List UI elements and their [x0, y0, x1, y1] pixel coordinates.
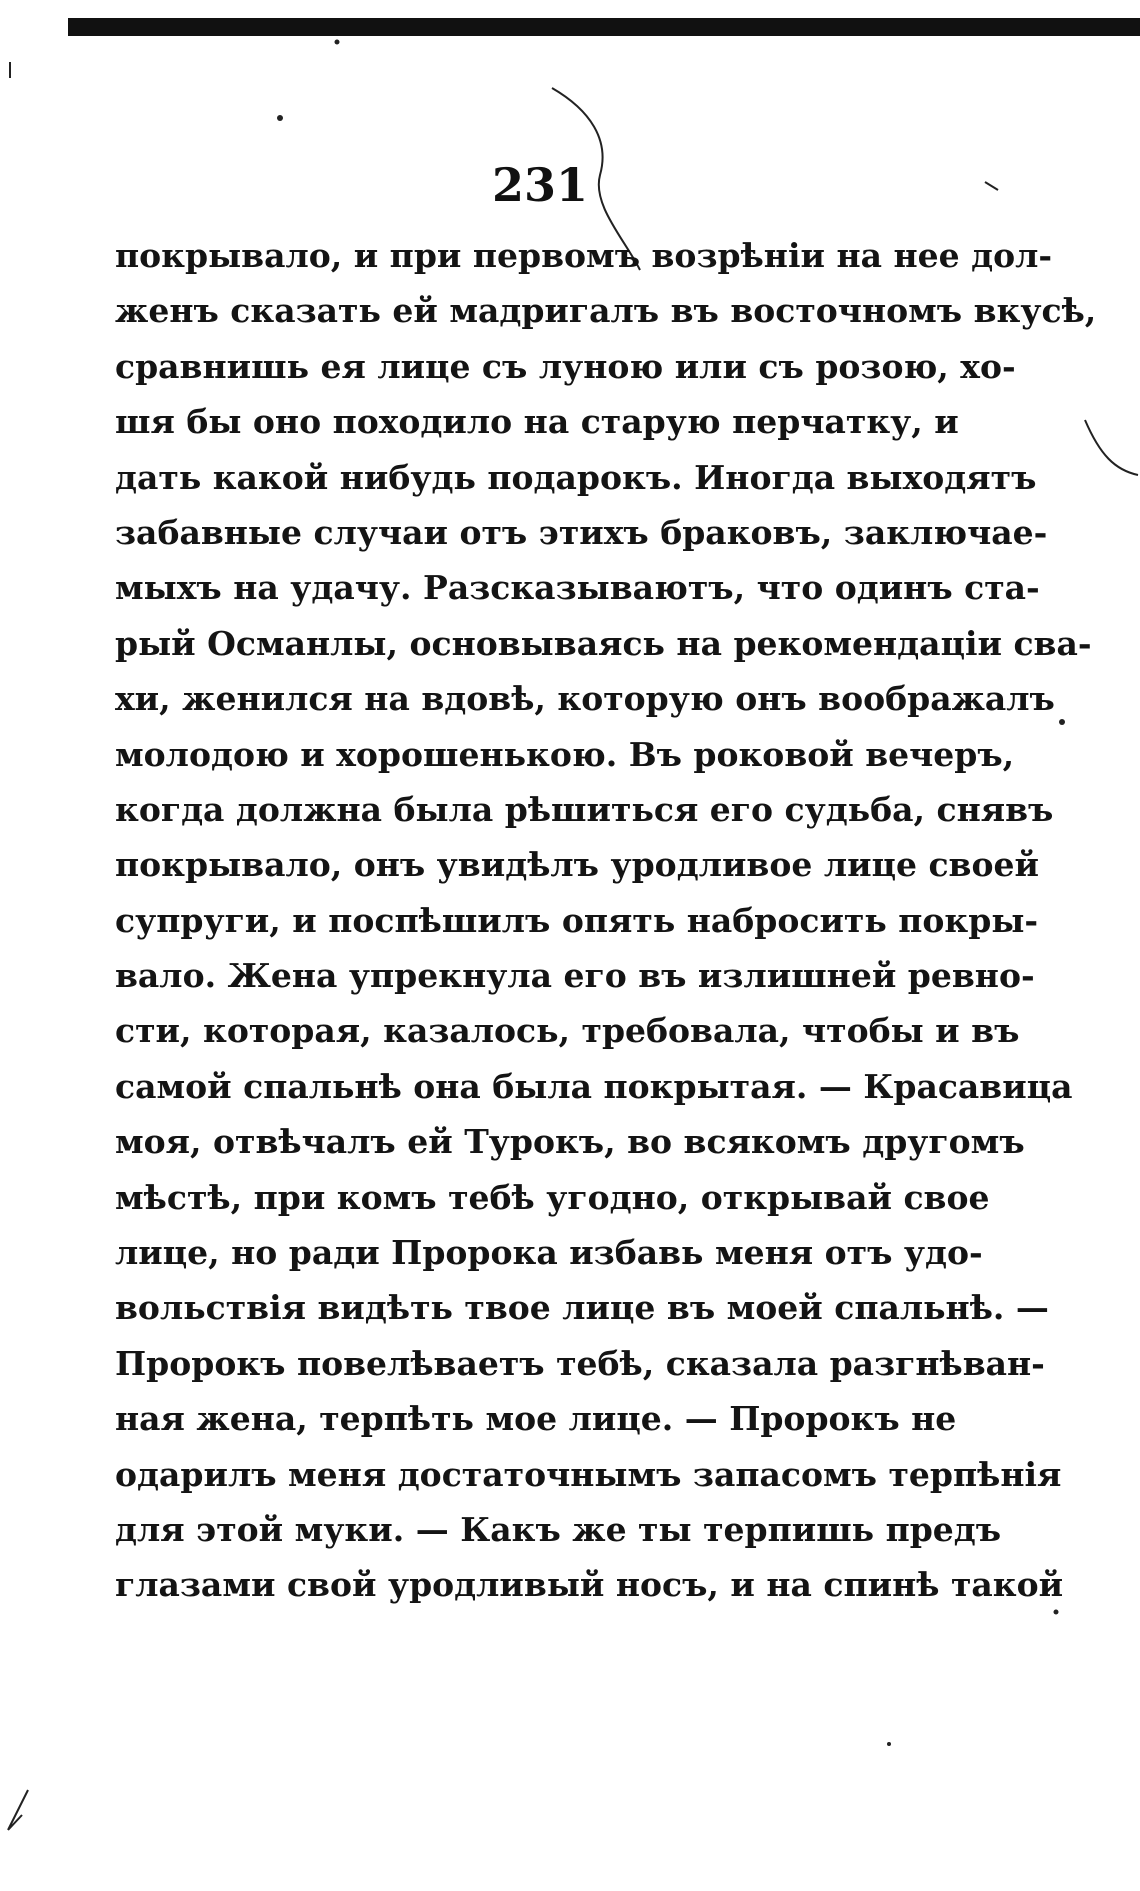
text-line: сравнишь ея лице съ луною или съ розою, хо- [115, 346, 1016, 386]
text-line: покрывало, и при первомъ возрѣніи на нее дол- [115, 236, 1053, 275]
text-line: шя бы оно походило на старую перчатку, и [115, 402, 959, 442]
text-line: забавные случаи отъ этихъ браковъ, заключае- [115, 512, 1048, 552]
text-line: сти, которая, казалось, требовала, чтобы и въ [115, 1011, 1020, 1051]
speck-5 [887, 1742, 891, 1746]
top-border-rule [68, 18, 1140, 36]
text-line: мѣстѣ, при комъ тебѣ угодно, открывай свое [115, 1177, 990, 1217]
text-line: самой спальнѣ она была покрытая. — Красавица [115, 1066, 1073, 1106]
text-line: ная жена, терпѣть мое лице. — Пророкъ не [115, 1399, 957, 1439]
text-line: для этой муки. — Какъ же ты терпишь предъ [115, 1509, 1002, 1549]
text-line: Пророкъ повелѣваетъ тебѣ, сказала разгнѣван- [115, 1343, 1045, 1383]
page-number: 231 [491, 158, 589, 212]
pencil-stroke-bottom-left [8, 1790, 28, 1830]
text-line: вало. Жена упрекнула его въ излишней ревно- [115, 956, 1035, 996]
text-line: когда должна была рѣшиться его судьба, снявъ [115, 789, 1054, 829]
text-line: рый Османлы, основываясь на рекомендаціи сва- [115, 623, 1092, 663]
text-line: супруги, и поспѣшилъ опять набросить покры- [115, 900, 1039, 940]
text-line: покрывало, онъ увидѣлъ уродливое лице своей [115, 845, 1039, 885]
text-line: дать какой нибудь подарокъ. Иногда выходятъ [115, 457, 1037, 497]
body-text [115, 228, 1097, 1613]
speck-3 [1059, 719, 1065, 725]
text-line: мыхъ на удачу. Разсказываютъ, что одинъ ста- [115, 568, 1040, 608]
text-line: моя, отвѣчалъ ей Турокъ, во всякомъ другомъ [115, 1122, 1025, 1162]
text-line: лице, но ради Пророка избавь меня отъ удо- [115, 1233, 983, 1273]
pencil-stroke-right [1085, 420, 1138, 475]
text-line: одарилъ меня достаточнымъ запасомъ терпѣнія [115, 1454, 1062, 1494]
text-line: молодою и хорошенькою. Въ роковой вечеръ, [115, 734, 1015, 774]
speck-1 [277, 115, 283, 121]
speck-4 [1054, 1610, 1059, 1615]
text-line: женъ сказать ей мадригалъ въ восточномъ вкусѣ, [115, 291, 1097, 331]
text-line: вольствія видѣть твое лице въ моей спальнѣ. — [115, 1288, 1049, 1328]
text-line: хи, женился на вдовѣ, которую онъ воображалъ [115, 679, 1055, 719]
speck-2 [335, 40, 340, 45]
text-line: глазами свой уродливый носъ, и на спинѣ такой [115, 1565, 1064, 1605]
